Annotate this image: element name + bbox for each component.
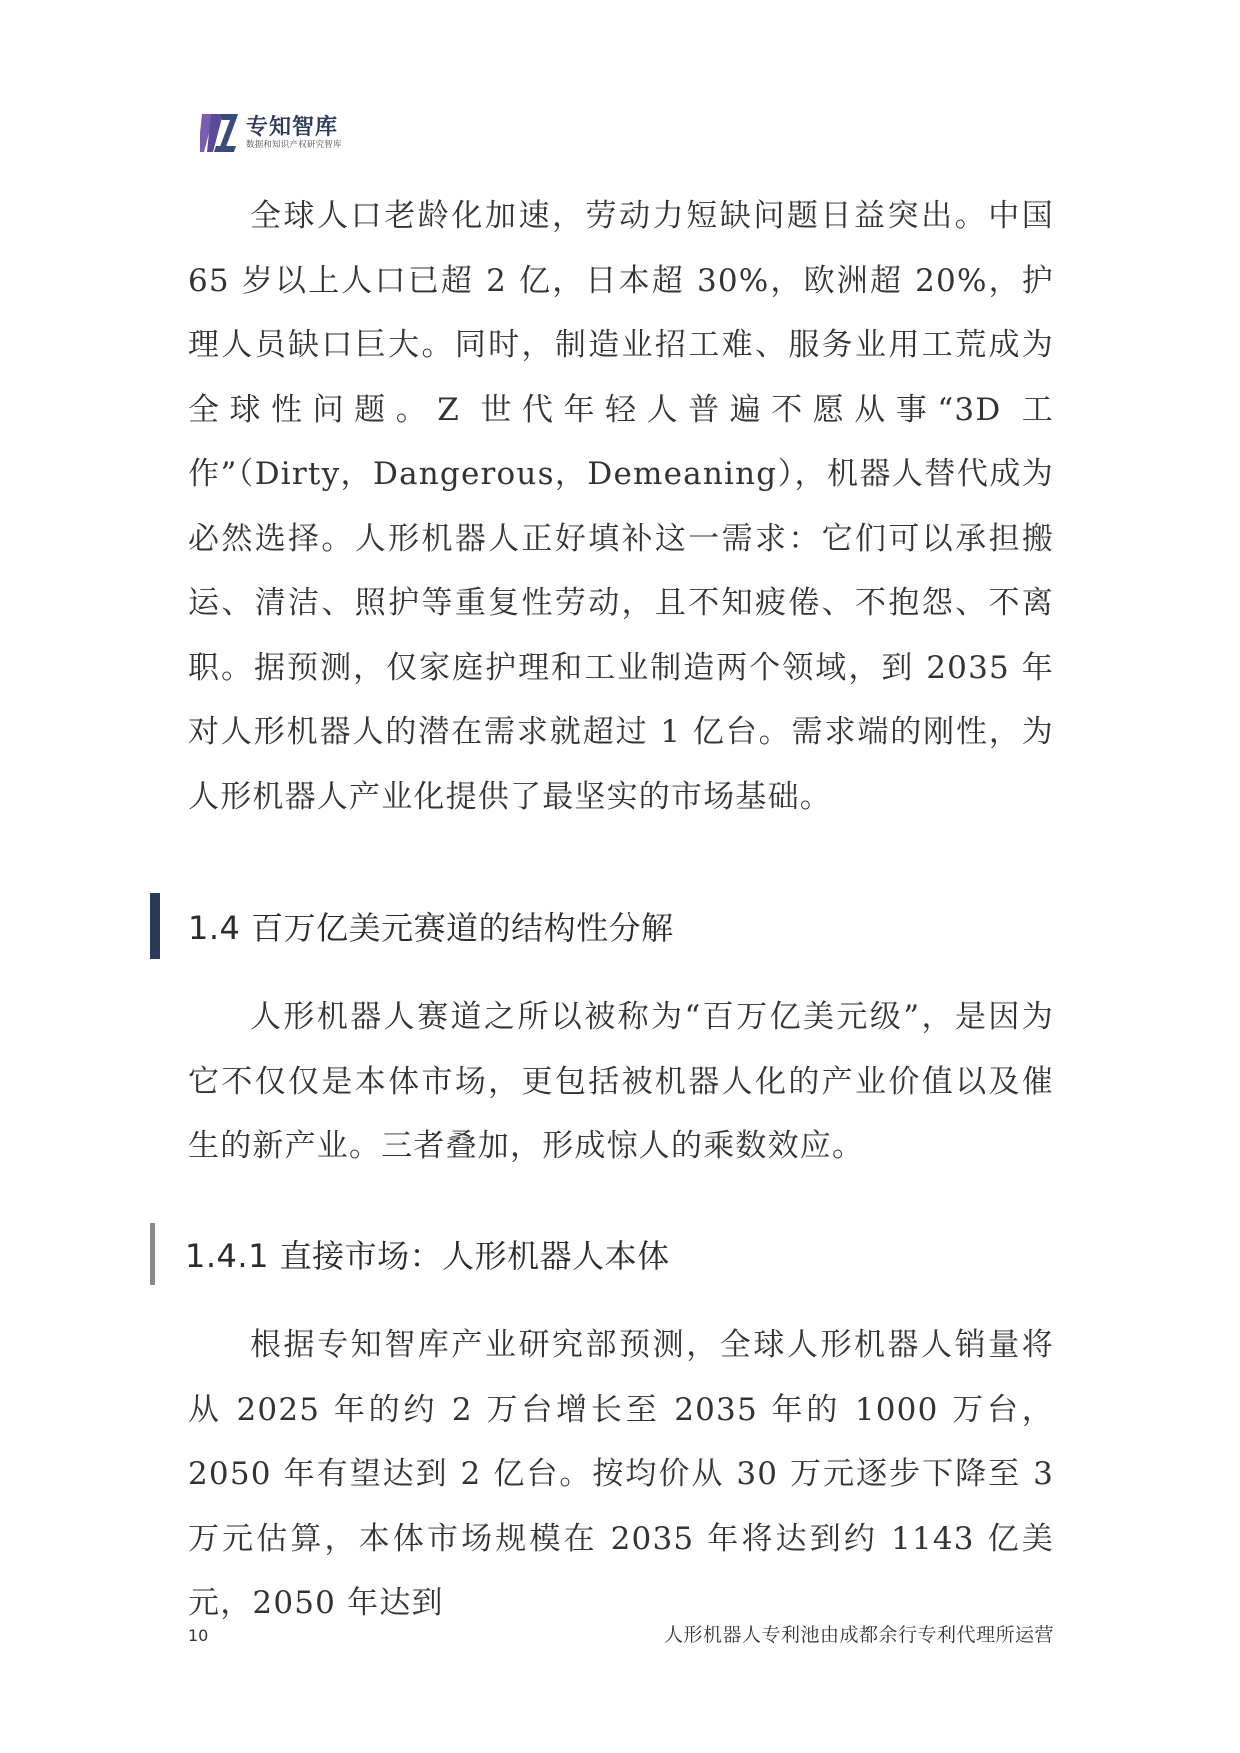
heading-text: 1.4.1 直接市场：人形机器人本体 — [185, 1237, 670, 1275]
zhuanzhi-logo-icon — [200, 112, 240, 154]
logo-title: 专知智库 — [246, 114, 339, 140]
header-logo — [200, 112, 342, 154]
paragraph-direct-market: 根据专知智库产业研究部预测，全球人形机器人销量将从 2025 年的约 2 万台增长至 2035 年的 1000 万台，2050 年有望达到 2 亿台。按均价从 30 万元逐步下降至 3 万元估算，本体市场规模在 2035 年将达到约 1143 亿美元，2050 年达到 — [188, 1327, 1054, 1621]
paragraph-labor-shortage: 全球人口老龄化加速，劳动力短缺问题日益突出。中国 65 岁以上人口已超 2 亿，日本超 30%，欧洲超 20%，护理人员缺口巨大。同时，制造业招工难、服务业用工荒成为全球性问题。Z 世代年轻人普遍不愿从事“3D 工作”（Dirty，Dangerous，Demeaning），机器人替代成为必然选择。人形机器人正好填补这一需求：它们可以承担搬运、清洁、照护等重复性劳动，且不知疲倦、不抱怨、不离职。据预测，仅家庭护理和工业制造两个领域，到 2035 年对人形机器人的潜在需求就超过 1 亿台。需求端的刚性，为人形机器人产业化提供了最坚实的市场基础。 — [188, 198, 1054, 815]
footer-title: 人形机器人专利池由成都余行专利代理所运营 — [663, 1624, 1054, 1646]
section-heading-1-4 — [150, 893, 674, 959]
page-number: 10 — [188, 1626, 209, 1645]
logo-subtitle: 数据和知识产权研究智库 — [246, 139, 342, 150]
heading-bar — [150, 893, 160, 959]
heading-text: 1.4 百万亿美元赛道的结构性分解 — [188, 909, 674, 947]
paragraph-market-structure: 人形机器人赛道之所以被称为“百万亿美元级”，是因为它不仅仅是本体市场，更包括被机器人化的产业价值以及催生的新产业。三者叠加，形成惊人的乘数效应。 — [188, 999, 1054, 1164]
section-heading-1-4-1 — [150, 1223, 670, 1285]
page-footer — [188, 1620, 1054, 1647]
heading-bar — [150, 1223, 155, 1285]
